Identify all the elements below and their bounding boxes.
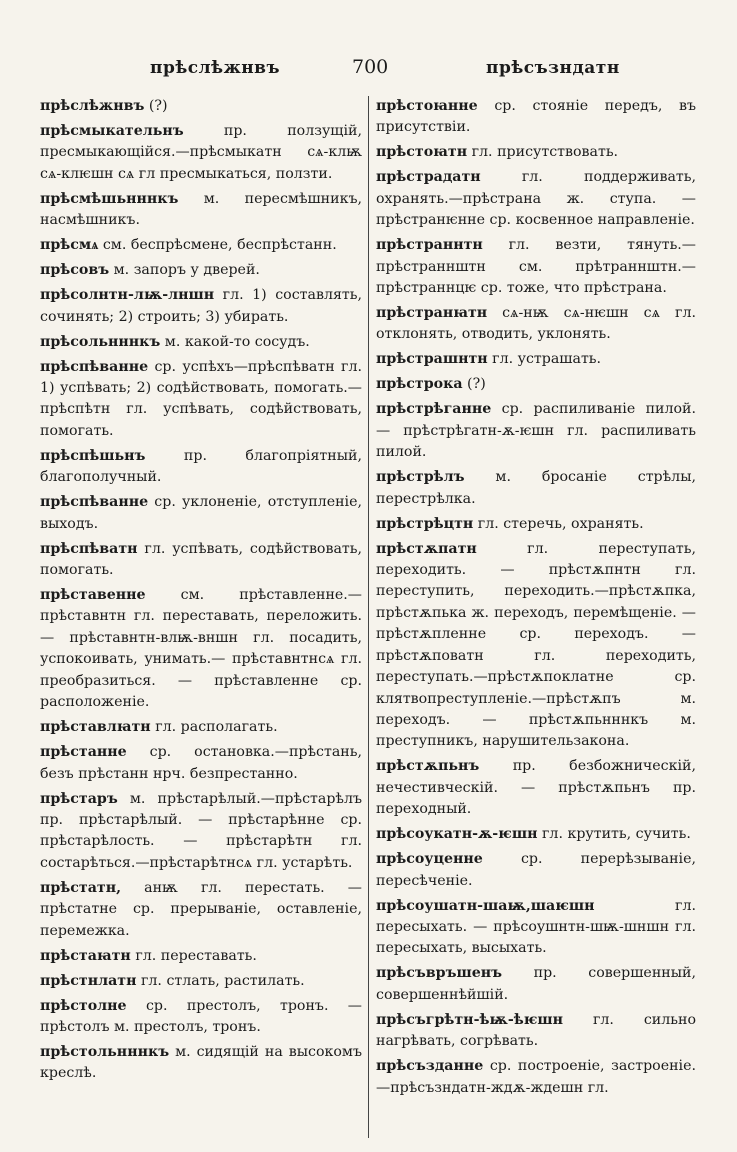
dictionary-entry bbox=[376, 303, 696, 346]
header-first-headword: прѣслѣжнвъ bbox=[150, 58, 281, 78]
entry-definition: гл. успѣвать, содѣйствовать, помогать. bbox=[40, 540, 362, 579]
entry-definition: гл. переступать, переходить. — прѣстѫпнтн гл. переступить, переходить.—прѣстѫпка, прѣстѫпька ж. переходъ, перемѣщеніе. — прѣстѫпленне ср. переходъ. — прѣстѫповатн гл. переходить, переступать.—прѣстѫпоклатне ср. клятвопреступленіе.—прѣстѫпъ м. переходъ. — прѣстѫпьнннкъ м. преступникъ, нарушительзакона. bbox=[376, 540, 696, 750]
dictionary-entry bbox=[376, 235, 696, 299]
entry-headword: прѣспѣшьнъ bbox=[40, 447, 146, 464]
entry-definition: м. пересмѣшникъ, насмѣшникъ. bbox=[40, 190, 362, 229]
entry-headword: прѣсоукатн-ѫ-ѥшн bbox=[376, 826, 538, 843]
entry-definition: пр. ползущій, пресмыкающійся.—прѣсмыкатн сѧ-клѭ сѧ-клѥшн сѧ гл пресмыкаться, ползти. bbox=[40, 123, 362, 182]
dictionary-entry bbox=[376, 374, 696, 395]
dictionary-entry bbox=[376, 756, 696, 820]
entry-headword: прѣсолнтн-лѭ-лншн bbox=[40, 287, 215, 304]
dictionary-entry bbox=[376, 96, 696, 139]
dictionary-entry bbox=[376, 849, 696, 892]
entry-definition: гл. стеречь, охранять. bbox=[473, 515, 644, 532]
entry-headword: прѣстрѣцтн bbox=[376, 515, 474, 532]
entry-definition: гл. стлать, растилать. bbox=[136, 972, 305, 989]
dictionary-entry bbox=[40, 789, 362, 875]
entry-headword: прѣсмѣшьнннкъ bbox=[40, 190, 179, 207]
dictionary-entry bbox=[40, 1042, 362, 1085]
entry-definition: м. какой-то сосудъ. bbox=[160, 333, 310, 350]
entry-headword: прѣсъвръшенъ bbox=[376, 965, 503, 982]
dictionary-entry bbox=[376, 349, 696, 370]
entry-definition: гл. 1) составлять, сочинять; 2) строить; 3) убирать. bbox=[40, 287, 362, 325]
dictionary-entry bbox=[40, 96, 362, 117]
dictionary-entry bbox=[376, 1056, 696, 1099]
entry-headword: прѣстолне bbox=[40, 997, 127, 1014]
entry-headword: прѣставенне bbox=[40, 587, 146, 604]
entry-definition: гл. поддерживать, охранять.—прѣстрана ж. ступа. — прѣстранѥнне ср. косвенное направленіе. bbox=[376, 169, 696, 229]
entry-headword: прѣсъзданне bbox=[376, 1058, 484, 1075]
entry-definition: ср. престолъ, тронъ. — прѣстолъ м. престолъ, тронъ. bbox=[40, 997, 362, 1035]
entry-definition: м. бросаніе стрѣлы, перестрѣлка. bbox=[376, 469, 696, 507]
dictionary-entry bbox=[40, 996, 362, 1039]
dictionary-entry bbox=[376, 514, 696, 535]
entry-headword: прѣсмыкательнъ bbox=[40, 123, 184, 139]
entry-definition: м. прѣстарѣлый.—прѣстарѣлъ пр. прѣстарѣлый. — прѣстарѣнне ср. прѣстарѣлость. — прѣстарѣтн гл. состарѣться.—прѣстарѣтнсѧ гл. устарѣть. bbox=[40, 790, 362, 871]
dictionary-entry bbox=[40, 492, 362, 535]
entry-headword: прѣстранꙗтн bbox=[376, 305, 488, 322]
page-header bbox=[0, 58, 737, 86]
dictionary-entry bbox=[376, 167, 696, 231]
entry-definition: гл. пересыхать. — прѣсоушнтн-шѭ-шншн гл. пересыхать, высыхать. bbox=[376, 897, 696, 957]
dictionary-entry bbox=[376, 467, 696, 510]
page-number: 700 bbox=[352, 56, 389, 78]
dictionary-entry bbox=[376, 896, 696, 960]
entry-definition: пр. благопріятный, благополучный. bbox=[40, 447, 362, 486]
entry-definition: гл. присутствовать. bbox=[467, 144, 619, 161]
left-column bbox=[40, 96, 362, 1088]
entry-definition: см. прѣставленне.—прѣставнтн гл. переставать, переложить. — прѣставнтн-влѭ-вншн гл. посадить, успокоивать, унимать.— прѣставнтнсѧ гл. преобразиться. — прѣставленне ср. расположеніе. bbox=[40, 587, 362, 711]
entry-definition: ср. перерѣзываніе, пересѣченіе. bbox=[376, 851, 696, 889]
entry-definition: (?) bbox=[144, 98, 168, 114]
entry-definition: гл. располагать. bbox=[150, 719, 278, 736]
entry-definition: м. сидящій на высокомъ креслѣ. bbox=[40, 1043, 362, 1082]
entry-definition: гл. переставать. bbox=[130, 947, 257, 964]
entry-headword: прѣстѫпатн bbox=[376, 540, 477, 557]
dictionary-entry bbox=[40, 357, 362, 443]
dictionary-entry bbox=[40, 717, 362, 738]
column-divider bbox=[368, 96, 369, 1138]
entry-definition: пр. безбожническій, нечестивческій. — прѣстѫпьнъ пр. переходный. bbox=[376, 758, 696, 818]
entry-definition: см. беспрѣсмене, беспрѣстанн. bbox=[98, 237, 337, 254]
entry-definition: гл. устрашать. bbox=[487, 351, 602, 368]
entry-headword: прѣстрѣлъ bbox=[376, 469, 465, 486]
entry-headword: прѣстрашнтн bbox=[376, 351, 488, 368]
entry-headword: прѣсовъ bbox=[40, 262, 110, 279]
entry-headword: прѣстраннтн bbox=[376, 237, 483, 254]
entry-definition: гл. сильно нагрѣвать, согрѣвать. bbox=[376, 1011, 696, 1050]
entry-headword: прѣстаꙗтн bbox=[40, 947, 131, 964]
dictionary-entry bbox=[40, 121, 362, 185]
dictionary-entry bbox=[40, 946, 362, 967]
entry-definition: ср. распиливаніе пилой. — прѣстрѣгатн-ѫ-ѥшн гл. распиливать пилой. bbox=[376, 401, 696, 461]
right-column bbox=[376, 96, 696, 1103]
dictionary-entry bbox=[376, 142, 696, 163]
entry-headword: прѣслѣжнвъ bbox=[40, 98, 145, 114]
dictionary-entry bbox=[40, 742, 362, 785]
entry-definition: пр. совершенный, совершеннѣйшій. bbox=[376, 965, 696, 1003]
header-last-headword: прѣсъзндатн bbox=[486, 58, 620, 78]
entry-definition: ср. построеніе, застроеніе.—прѣсъзндатн-ждѫ-ждешн гл. bbox=[376, 1058, 696, 1096]
dictionary-entry bbox=[40, 971, 362, 992]
entry-headword: прѣстрѣганне bbox=[376, 401, 492, 418]
dictionary-entry bbox=[40, 189, 362, 232]
entry-headword: прѣспѣванне bbox=[40, 358, 149, 375]
entry-headword: прѣстрока bbox=[376, 376, 463, 393]
entry-definition: (?) bbox=[462, 376, 486, 393]
dictionary-entry bbox=[376, 1010, 696, 1053]
entry-headword: прѣстоꙗтн bbox=[376, 144, 468, 161]
entry-definition: м. запоръ у дверей. bbox=[109, 262, 260, 279]
entry-definition: ср. успѣхъ—прѣспѣватн гл. 1) успѣвать; 2) содѣйствовать, помогать.—прѣспѣтн гл. успѣвать, содѣйствовать, помогать. bbox=[40, 358, 362, 439]
entry-headword: прѣсмѧ bbox=[40, 237, 99, 254]
entry-headword: прѣстольнннкъ bbox=[40, 1043, 170, 1060]
dictionary-entry bbox=[376, 963, 696, 1006]
dictionary-entry bbox=[40, 539, 362, 582]
dictionary-entry bbox=[40, 260, 362, 281]
dictionary-entry bbox=[376, 824, 696, 845]
entry-definition: ср. остановка.—прѣстань, безъ прѣстанн нрч. безпрестанно. bbox=[40, 744, 362, 782]
entry-headword: прѣстрадатн bbox=[376, 169, 481, 186]
entry-headword: прѣстатн, bbox=[40, 879, 122, 896]
dictionary-entry bbox=[40, 332, 362, 353]
entry-headword: прѣсъгрѣтн-ѣѭ-ѣѥшн bbox=[376, 1011, 564, 1028]
dictionary-entry bbox=[40, 878, 362, 942]
entry-headword: прѣстоꙗнне bbox=[376, 98, 478, 114]
entry-headword: прѣставлꙗтн bbox=[40, 719, 151, 736]
dictionary-entry bbox=[40, 585, 362, 713]
entry-definition: гл. крутить, сучить. bbox=[537, 826, 691, 843]
dictionary-entry bbox=[40, 235, 362, 256]
entry-headword: прѣспѣванне bbox=[40, 494, 149, 511]
entry-definition: сѧ-нѭ сѧ-нѥшн сѧ гл. отклонять, отводить, уклонять. bbox=[376, 305, 696, 343]
entry-headword: прѣстнлатн bbox=[40, 972, 137, 989]
entry-headword: прѣсоушатн-шаѭ,шаѥшн bbox=[376, 897, 595, 914]
dictionary-entry bbox=[376, 399, 696, 463]
dictionary-entry bbox=[40, 446, 362, 489]
entry-headword: прѣсоуценне bbox=[376, 851, 483, 868]
entry-headword: прѣстѫпьнъ bbox=[376, 758, 480, 775]
entry-headword: прѣстанне bbox=[40, 744, 127, 761]
entry-definition: ср. уклоненіе, отступленіе, выходъ. bbox=[40, 494, 362, 532]
dictionary-entry bbox=[40, 285, 362, 328]
dictionary-entry bbox=[376, 539, 696, 753]
entry-definition: ср. стояніе передъ, въ присутствіи. bbox=[376, 98, 696, 136]
entry-headword: прѣстаръ bbox=[40, 790, 118, 807]
entry-headword: прѣсольнннкъ bbox=[40, 333, 161, 350]
entry-definition: анѭ гл. перестать. — прѣстатне ср. прерываніе, оставленіе, перемежка. bbox=[40, 879, 362, 939]
entry-definition: гл. везти, тянуть.—прѣстраннштн см. прѣтраннштн.—прѣстраннцѥ ср. тоже, что прѣстрана. bbox=[376, 237, 696, 297]
entry-headword: прѣспѣватн bbox=[40, 540, 138, 557]
